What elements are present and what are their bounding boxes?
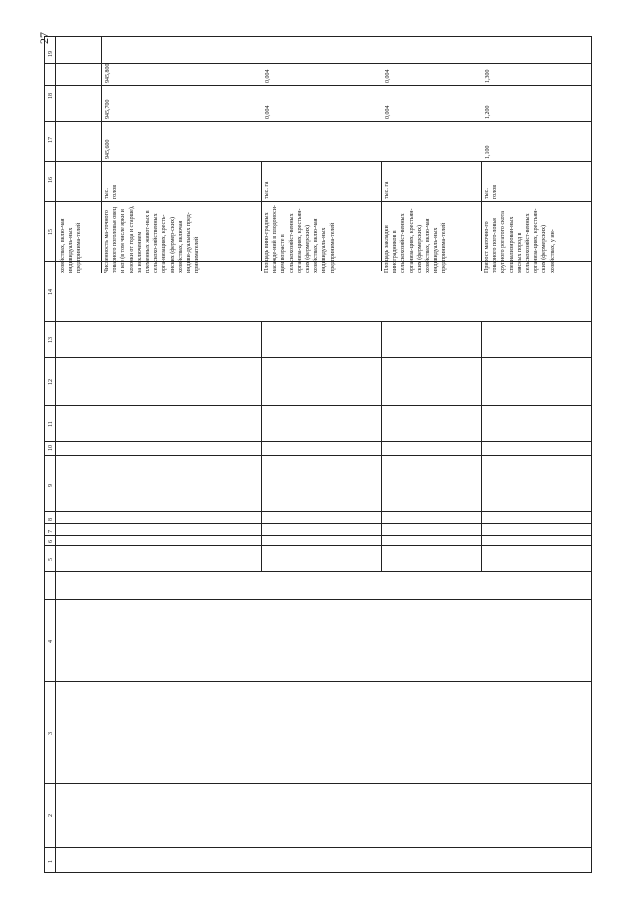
column-divider: [45, 523, 591, 524]
column-number: 10: [48, 445, 54, 451]
header-row-divider: [55, 37, 56, 872]
column-number: 18: [48, 93, 54, 99]
row-divider: [261, 161, 262, 271]
column-number: 9: [48, 484, 54, 487]
column-divider: [45, 455, 591, 456]
column-divider: [45, 599, 591, 600]
column-number: 3: [48, 732, 54, 735]
column-divider: [45, 357, 591, 358]
column-number: 14: [48, 289, 54, 295]
column-number: 16: [48, 177, 54, 183]
column-divider: [45, 783, 591, 784]
column-number: 2: [48, 814, 54, 817]
value-cell-18: 0,004: [385, 105, 391, 119]
form-table: [44, 36, 592, 873]
column-number: 17: [48, 137, 54, 143]
row-divider: [481, 321, 482, 571]
indicator-text: Площадь закладки виноградников в сельскохозяйст-венных организа-циях, крестьян-ских (фермерских) хозяйствах, вклю-чая индивидуаль-ных предпринима-телей: [384, 208, 448, 273]
value-cell-18: 945,700: [105, 99, 111, 119]
indicator-text: Численность ма-точного товарного поголовья овец и коз (в том числе ярки и козочки от года и старше), за исключением племенных живот-ных в сельскохо-зяйственных орга-низациях, кресть-янских (фермер-ских) хозяйствах, включая индиви-дуальных пред-принимателей: [104, 205, 201, 273]
value-cell-17: 1,100: [485, 145, 491, 159]
column-number: 11: [48, 421, 54, 427]
value-cell-19: 0,004: [385, 69, 391, 83]
value-cell-19: 1,300: [485, 69, 491, 83]
column-number: 5: [48, 558, 54, 561]
column-number: 12: [48, 379, 54, 385]
unit-text: тыс. голов: [484, 184, 499, 199]
column-number: 6: [48, 540, 54, 543]
column-number: 1: [48, 860, 54, 863]
column-divider: [45, 63, 591, 64]
indicator-text: Площадь вино-градных насажде-ний в плодоноси-щем возрасте в сельскохозяйст-венных организа-циях, крестьян-ских (фермерских) хозяйствах, вклю-чая индивидуаль-ных предпринима-телей: [264, 205, 336, 273]
column-divider: [45, 441, 591, 442]
column-divider: [45, 511, 591, 512]
unit-text: тыс. га: [384, 181, 390, 199]
row-divider: [381, 161, 382, 271]
column-number: 13: [48, 337, 54, 343]
value-cell-19: 0,004: [265, 69, 271, 83]
indicator-text: Прирост маточно-го товарного пого-ловья крупного рогатого скота специализирован-ных мясных пород в сельскохозяйст-венных организа-циях, крестьян-ских (фермерских) хозяйствах, у ин-: [484, 208, 556, 273]
value-cell-18: 1,200: [485, 105, 491, 119]
row-divider: [101, 37, 102, 273]
column-number: 19: [48, 51, 54, 57]
column-divider: [45, 545, 591, 546]
row-divider: [381, 321, 382, 571]
page-number: 27: [37, 32, 51, 44]
column-number: 4: [48, 640, 54, 643]
unit-text: тыс. голов: [104, 184, 119, 199]
column-number: 15: [48, 229, 54, 235]
column-number: 7: [48, 530, 54, 533]
row-divider: [261, 321, 262, 571]
unit-text: тыс. га: [264, 181, 270, 199]
column-divider: [45, 405, 591, 406]
column-number: 8: [48, 518, 54, 521]
column-divider: [45, 161, 591, 162]
column-divider: [45, 535, 591, 536]
indicator-text: хозяйствах, вклю-чая индивидуаль-ных предпринима-телей: [60, 218, 83, 273]
column-divider: [45, 121, 591, 122]
value-cell-18: 0,004: [265, 105, 271, 119]
column-divider: [45, 85, 591, 86]
value-cell-17: 945,600: [105, 139, 111, 159]
column-divider: [45, 571, 591, 572]
value-cell-19: 945,800: [105, 63, 111, 83]
row-divider: [481, 161, 482, 271]
column-divider: [45, 321, 591, 322]
column-divider: [45, 847, 591, 848]
column-divider: [45, 681, 591, 682]
column-divider: [45, 201, 591, 202]
